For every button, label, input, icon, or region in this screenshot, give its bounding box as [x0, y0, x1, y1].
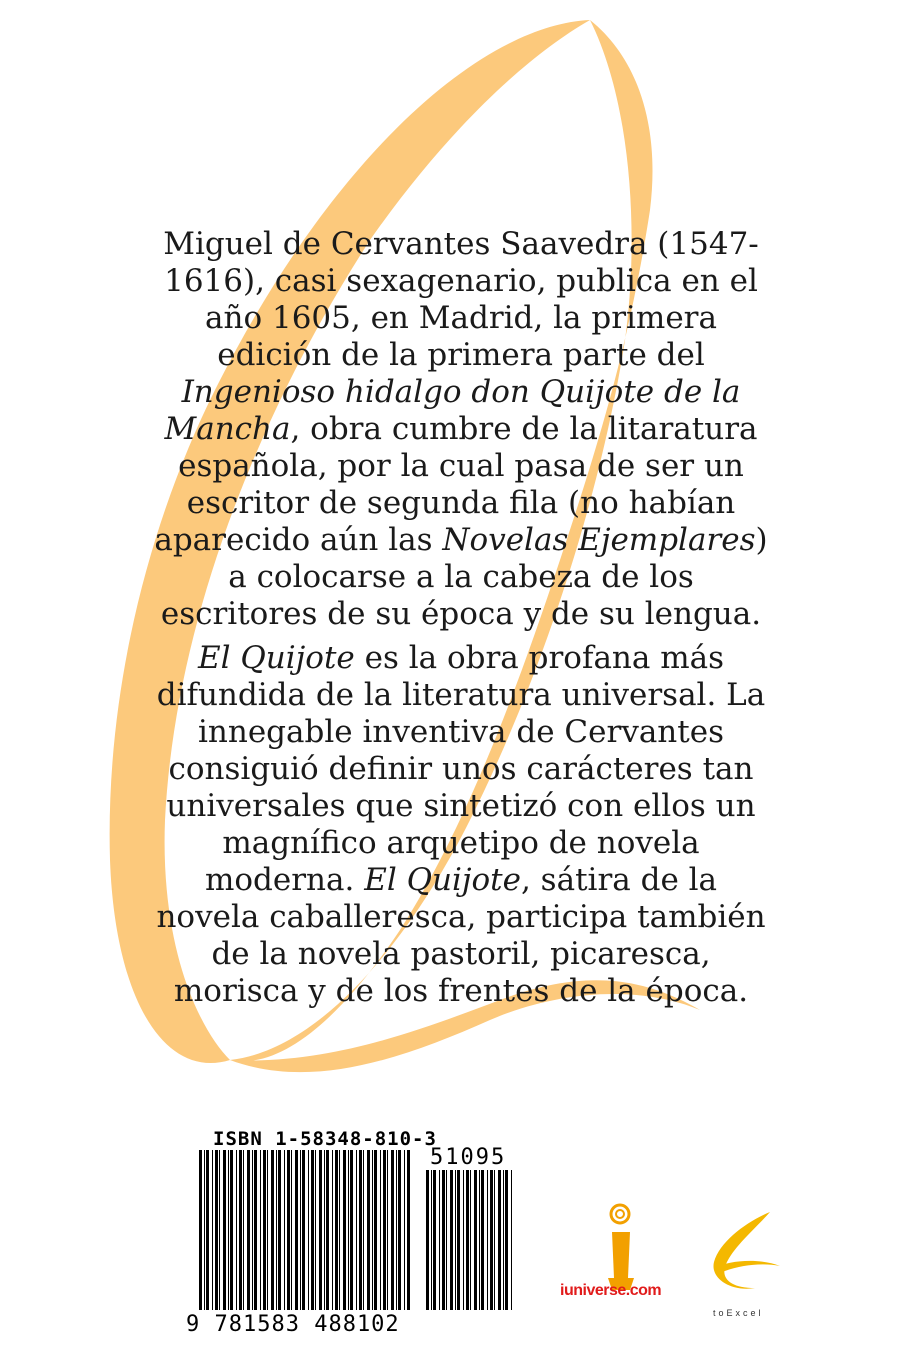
ean-barcode	[197, 1150, 412, 1310]
barcode-bar	[287, 1150, 290, 1310]
barcode-bar	[206, 1150, 209, 1310]
barcode-bar	[433, 1170, 436, 1310]
barcode-bar	[431, 1170, 432, 1310]
barcode-bar	[494, 1170, 495, 1310]
barcode-bar	[398, 1150, 401, 1310]
barcode-bar	[391, 1150, 394, 1310]
barcode-bar	[455, 1170, 456, 1310]
barcode-bar	[263, 1150, 266, 1310]
barcode-bar	[442, 1170, 445, 1310]
barcode-bar	[204, 1150, 205, 1310]
barcode-bar	[228, 1150, 229, 1310]
blurb-text: ) a colocarse a la cabeza de los escritores de su época y de su lengua.	[160, 522, 768, 632]
barcode-bar	[300, 1150, 301, 1310]
barcode-bar	[479, 1170, 480, 1310]
blurb-text: es la obra profana más difundida de la literatura universal. La innegable inventiva de Cervantes consiguió definir unos carácteres tan universales que sintetizó con ellos un magnífico arquetipo de novela moderna.	[156, 640, 766, 898]
blurb-text: , obra cumbre de la litaratura española, por la cual pasa de ser un escritor de segunda fila (no habían aparecido aún las	[154, 411, 758, 558]
barcode-bar	[380, 1150, 381, 1310]
barcode-bar	[350, 1150, 353, 1310]
barcode-bar	[267, 1150, 268, 1310]
barcode-bar	[374, 1150, 377, 1310]
barcode-bar	[254, 1150, 257, 1310]
barcode-bar	[239, 1150, 242, 1310]
barcode-bar	[223, 1150, 226, 1310]
barcode-bar	[474, 1170, 477, 1310]
barcode-bar	[457, 1170, 460, 1310]
iuniverse-wordmark: iuniverse.com	[560, 1282, 662, 1299]
barcode-bar	[278, 1150, 281, 1310]
barcode-bar	[324, 1150, 325, 1310]
barcode-bar	[252, 1150, 253, 1310]
blurb-text: Miguel de Cervantes Saavedra (1547-1616), casi sexagenario, publica en el año 1605, en Madrid, la primera edición de la primera parte del	[163, 226, 759, 373]
barcode-bar	[348, 1150, 349, 1310]
toexcel-logo-icon	[700, 1200, 790, 1310]
barcode-bar	[215, 1150, 218, 1310]
barcode-bar	[487, 1170, 488, 1310]
barcode-bar	[212, 1150, 213, 1310]
barcode-bar	[335, 1150, 338, 1310]
barcode-bar	[367, 1150, 370, 1310]
barcode-bar	[439, 1170, 440, 1310]
barcode-bar	[343, 1150, 346, 1310]
barcode-bar	[372, 1150, 373, 1310]
barcode-bar	[404, 1150, 405, 1310]
barcode-bar	[490, 1170, 493, 1310]
barcode-bar	[315, 1150, 316, 1310]
book-title-italic: Ingenioso hidalgo don Quijote de la Mancha	[164, 374, 741, 447]
barcode-bar	[284, 1150, 285, 1310]
barcode-bar	[339, 1150, 340, 1310]
barcode-bar	[247, 1150, 250, 1310]
barcode-bar	[319, 1150, 322, 1310]
barcode-bar	[302, 1150, 305, 1310]
quijote-italic: El Quijote	[197, 640, 355, 676]
barcode-bar	[466, 1170, 469, 1310]
toexcel-wordmark: toExcel	[713, 1308, 764, 1318]
blurb-paragraph-2	[150, 640, 772, 1010]
barcode-bar	[383, 1150, 386, 1310]
barcode-bar	[356, 1150, 357, 1310]
barcode-bar	[407, 1150, 410, 1310]
barcode-bar	[291, 1150, 292, 1310]
barcode-bar	[326, 1150, 329, 1310]
barcode-bar	[387, 1150, 388, 1310]
barcode-bar	[271, 1150, 274, 1310]
barcode-bar	[481, 1170, 484, 1310]
barcode-bar	[426, 1170, 429, 1310]
barcode-bar	[511, 1170, 512, 1310]
barcode-bar	[236, 1150, 237, 1310]
blurb-text: , sátira de la novela caballeresca, participa también de la novela pastoril, picaresca, morisca y de los frentes de la época.	[156, 862, 766, 1009]
quijote-italic: El Quijote	[364, 862, 521, 898]
barcode-bar	[396, 1150, 397, 1310]
novelas-title-italic: Novelas Ejemplares	[442, 522, 756, 558]
barcode-bar	[295, 1150, 298, 1310]
price-code: 51095	[430, 1145, 507, 1170]
barcode-bar	[498, 1170, 501, 1310]
barcode-bar	[260, 1150, 261, 1310]
barcode-bar	[311, 1150, 314, 1310]
barcode-bar	[308, 1150, 309, 1310]
barcode-bar	[359, 1150, 362, 1310]
barcode-bar	[450, 1170, 453, 1310]
barcode-bar	[332, 1150, 333, 1310]
barcode-bar	[230, 1150, 233, 1310]
isbn-label: ISBN 1-58348-810-3	[213, 1128, 437, 1150]
barcode-bar	[503, 1170, 504, 1310]
barcode-bar	[463, 1170, 464, 1310]
blurb-paragraph-1	[150, 226, 772, 633]
barcode-bar	[276, 1150, 277, 1310]
barcode-bar	[363, 1150, 364, 1310]
barcode-bar	[243, 1150, 244, 1310]
price-barcode	[424, 1170, 516, 1310]
barcode-bar	[219, 1150, 220, 1310]
barcode-bar	[199, 1150, 202, 1310]
barcode-bar	[446, 1170, 447, 1310]
barcode-bar	[470, 1170, 471, 1310]
ean-number: 9 781583 488102	[186, 1312, 400, 1337]
barcode-bar	[505, 1170, 508, 1310]
